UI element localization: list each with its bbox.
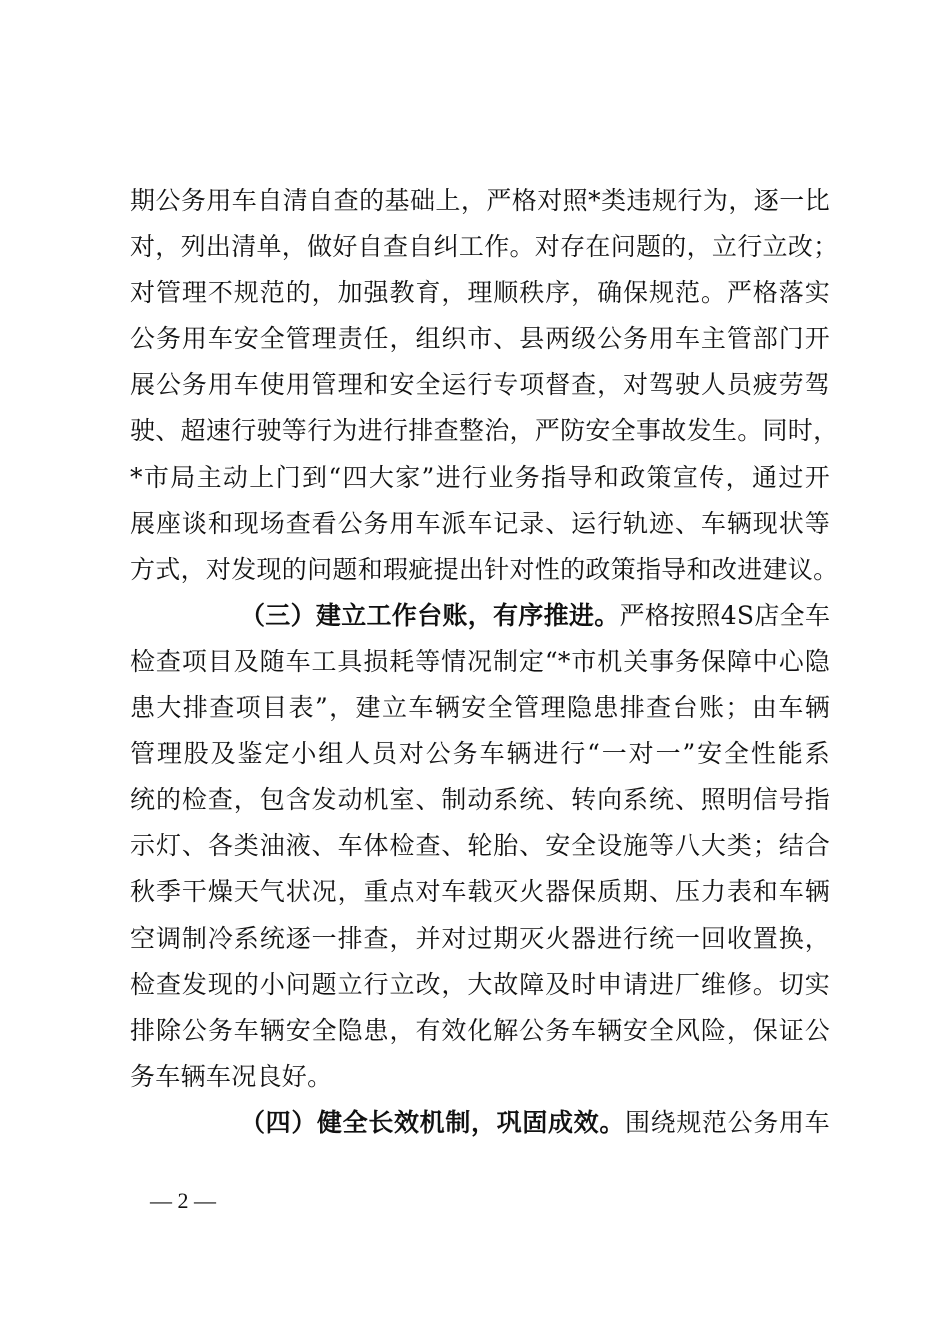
section-4-heading: （四）健全长效机制，巩固成效。 [240, 1107, 626, 1137]
paragraph-line: 方式，对发现的问题和瑕疵提出针对性的政策指导和改进建议。 [130, 554, 839, 584]
paragraph-line: *市局主动上门到“四大家”进行业务指导和政策宣传，通过开 [130, 462, 830, 492]
section-3-first-line [130, 593, 830, 639]
section-3-first-line-text: 严格按照4S店全车 [619, 600, 831, 630]
paragraph-line: 务车辆车况良好。 [130, 1061, 333, 1091]
section-4-first-line [130, 1100, 830, 1146]
paragraph-line: 检查项目及随车工具损耗等情况制定“*市机关事务保障中心隐 [130, 646, 830, 676]
paragraph-line: 展公务用车使用管理和安全运行专项督查，对驾驶人员疲劳驾 [130, 370, 830, 400]
paragraph-line: 期公务用车自清自查的基础上，严格对照*类违规行为，逐一比 [130, 186, 830, 215]
paragraph-line: 秋季干燥天气状况，重点对车载灭火器保质期、压力表和车辆 [130, 877, 830, 907]
paragraph-line: 对管理不规范的，加强教育，理顺秩序，确保规范。严格落实 [130, 278, 830, 308]
paragraph-line: 管理股及鉴定小组人员对公务车辆进行“一对一”安全性能系 [130, 739, 830, 769]
paragraph-line: 排除公务车辆安全隐患，有效化解公务车辆安全风险，保证公 [130, 1015, 830, 1045]
paragraph-line: 公务用车安全管理责任，组织市、县两级公务用车主管部门开 [130, 324, 830, 354]
paragraph-line: 患大排查项目表”，建立车辆安全管理隐患排查台账；由车辆 [130, 693, 830, 723]
section-3-heading: （三）建立工作台账，有序推进。 [240, 600, 620, 630]
paragraph-line: 统的检查，包含发动机室、制动系统、转向系统、照明信号指 [130, 785, 830, 815]
paragraph-line: 示灯、各类油液、车体检查、轮胎、安全设施等八大类；结合 [130, 831, 830, 861]
section-4-first-line-text: 围绕规范公务用车 [625, 1107, 830, 1137]
paragraph-line: 检查发现的小问题立行立改，大故障及时申请进厂维修。切实 [130, 969, 830, 999]
body-text [130, 178, 839, 1146]
paragraph-line: 展座谈和现场查看公务用车派车记录、运行轨迹、车辆现状等 [130, 508, 830, 538]
paragraph-line: 驶、超速行驶等行为进行排查整治，严防安全事故发生。同时， [130, 416, 839, 446]
paragraph-line: 空调制冷系统逐一排查，并对过期灭火器进行统一回收置换， [130, 923, 830, 953]
paragraph-line: 对，列出清单，做好自查自纠工作。对存在问题的，立行立改； [130, 232, 839, 262]
page-number: — 2 — [150, 1188, 216, 1213]
